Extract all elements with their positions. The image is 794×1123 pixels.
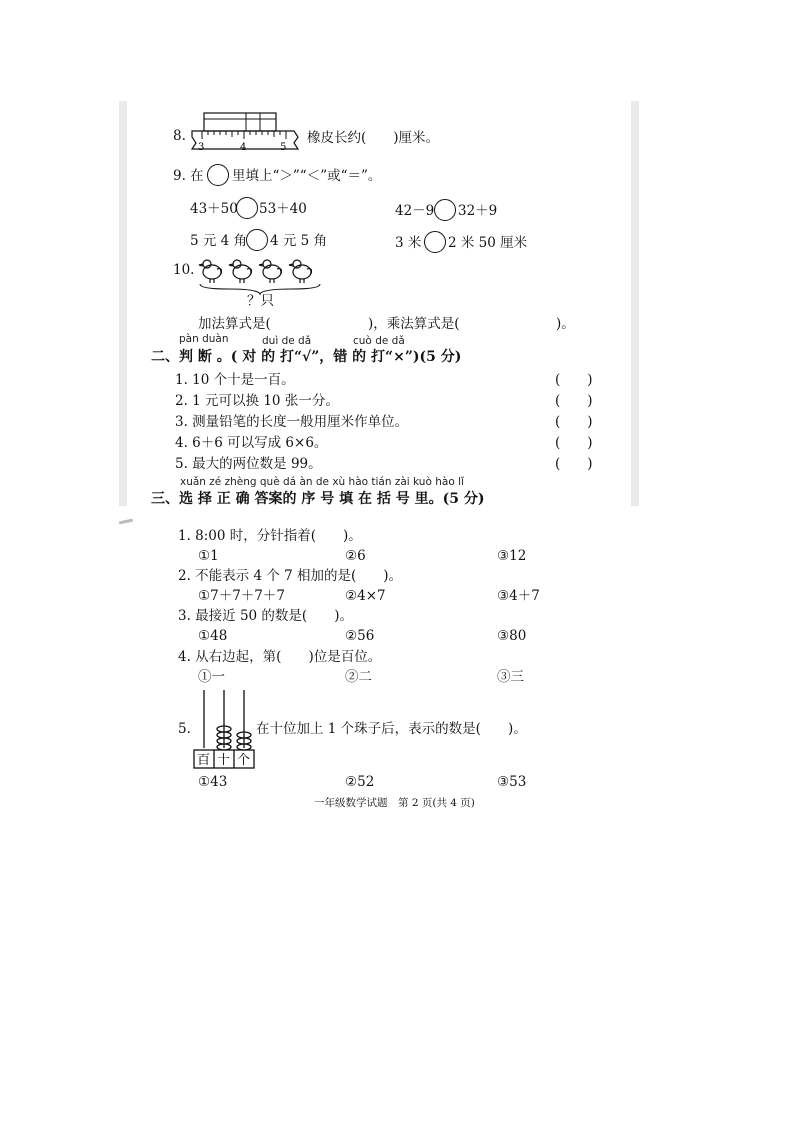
judge-answer-blank[interactable]: ( ) [555, 414, 593, 430]
q9-item3-right: 4 元 5 角 [270, 233, 328, 249]
scan-mark [119, 519, 133, 525]
scan-edge-left [119, 101, 127, 506]
judge-answer-blank[interactable]: ( ) [555, 372, 593, 388]
choice-q5-opt3[interactable]: ③53 [497, 774, 527, 790]
q9-item1-left: 43＋50 [190, 201, 238, 217]
q8-text: 橡皮长约( )厘米。 [307, 130, 440, 146]
judge-answer-blank[interactable]: ( ) [555, 393, 593, 409]
ruler-tick-5: 5 [280, 142, 287, 153]
q10-number: 10. [173, 262, 195, 278]
scan-edge-right [631, 101, 639, 506]
q9-item1-right: 53＋40 [259, 201, 307, 217]
q9-item4-right: 2 米 50 厘米 [448, 235, 528, 251]
compare-circle-icon [207, 164, 229, 186]
section2-pinyin-1: pàn duàn [179, 333, 229, 345]
choice-q4-opt1[interactable]: ①一 [198, 669, 225, 685]
choice-q5-opt2[interactable]: ②52 [345, 774, 375, 790]
choice-q1: 1. 8:00 时，分针指着( )。 [178, 528, 362, 544]
section2-pinyin-2: duì de dǎ [262, 335, 312, 347]
section3-title: 三、选 择 正 确 答案的 序 号 填 在 括 号 里。(5 分) [151, 491, 485, 507]
choice-q1-opt2[interactable]: ②6 [345, 548, 366, 564]
q10-mul-label: )，乘法算式是( [368, 316, 460, 332]
ruler-tick-3: 3 [198, 142, 205, 153]
choice-q5-opt1[interactable]: ①43 [198, 774, 228, 790]
q9-item4-left: 3 米 [395, 235, 422, 251]
choice-q3-opt2[interactable]: ②56 [345, 628, 375, 644]
choice-q1-opt1[interactable]: ①1 [198, 548, 219, 564]
judge-item-5: 5. 最大的两位数是 99。 [175, 456, 322, 472]
judge-item-1: 1. 10 个十是一百。 [175, 372, 295, 388]
q8-number: 8. [173, 128, 186, 144]
q9-item2-circle[interactable] [434, 199, 456, 221]
abacus-label-ones: 个 [237, 753, 251, 768]
abacus-figure [193, 688, 255, 770]
q9-prompt-a: 9. 在 [173, 168, 204, 184]
judge-answer-blank[interactable]: ( ) [555, 435, 593, 451]
abacus-label-hundreds: 百 [197, 753, 211, 768]
page-footer: 一年级数学试题 第 2 页(共 4 页) [314, 797, 475, 809]
q9-prompt-b: 里填上“＞”“＜”或“＝”。 [232, 168, 382, 184]
choice-q4: 4. 从右边起，第( )位是百位。 [178, 649, 382, 665]
choice-q5: 在十位加上 1 个珠子后，表示的数是( )。 [256, 721, 527, 737]
choice-q4-opt3[interactable]: ③三 [497, 669, 524, 685]
judge-item-3: 3. 测量铅笔的长度一般用厘米作单位。 [175, 414, 409, 430]
choice-q5-number: 5. [178, 721, 191, 737]
choice-q1-opt3[interactable]: ③12 [497, 548, 527, 564]
q9-item2-left: 42－9 [395, 203, 435, 219]
choice-q3-opt3[interactable]: ③80 [497, 628, 527, 644]
chick-icon [229, 260, 252, 283]
q9-item3-left: 5 元 4 角 [190, 233, 248, 249]
judge-item-4: 4. 6＋6 可以写成 6×6。 [175, 435, 328, 451]
choice-q4-opt2[interactable]: ②二 [345, 669, 372, 685]
section2-title: 二、判 断 。( 对 的 打“√”，错 的 打“×”)(5 分) [151, 349, 462, 365]
choice-q3-opt1[interactable]: ①48 [198, 628, 228, 644]
chick-icon [199, 260, 222, 283]
choice-q3: 3. 最接近 50 的数是( )。 [178, 608, 353, 624]
ruler-tick-4: 4 [240, 142, 247, 153]
choice-q2: 2. 不能表示 4 个 7 相加的是( )。 [178, 568, 403, 584]
ruler-eraser-figure [188, 107, 304, 157]
q9-item4-circle[interactable] [424, 231, 446, 253]
judge-item-2: 2. 1 元可以换 10 张一分。 [175, 393, 339, 409]
abacus-label-tens: 十 [217, 753, 231, 768]
chick-icon [289, 260, 312, 283]
q10-end: )。 [556, 316, 575, 332]
q10-question: ？只 [247, 293, 274, 309]
q10-add-label: 加法算式是( [198, 316, 271, 332]
q9-item2-right: 32＋9 [458, 203, 498, 219]
chick-icon [259, 260, 282, 283]
section2-pinyin-3: cuò de dǎ [353, 335, 405, 347]
choice-q2-opt3[interactable]: ③4＋7 [497, 588, 540, 604]
judge-answer-blank[interactable]: ( ) [555, 456, 593, 472]
choice-q2-opt1[interactable]: ①7＋7＋7＋7 [198, 588, 285, 604]
choice-q2-opt2[interactable]: ②4×7 [345, 588, 386, 604]
chicks-figure [198, 256, 324, 296]
q9-item1-circle[interactable] [236, 197, 258, 219]
q9-item3-circle[interactable] [246, 229, 268, 251]
section3-pinyin: xuǎn zé zhèng què dá àn de xù hào tián zài kuò hào lǐ [180, 476, 464, 488]
